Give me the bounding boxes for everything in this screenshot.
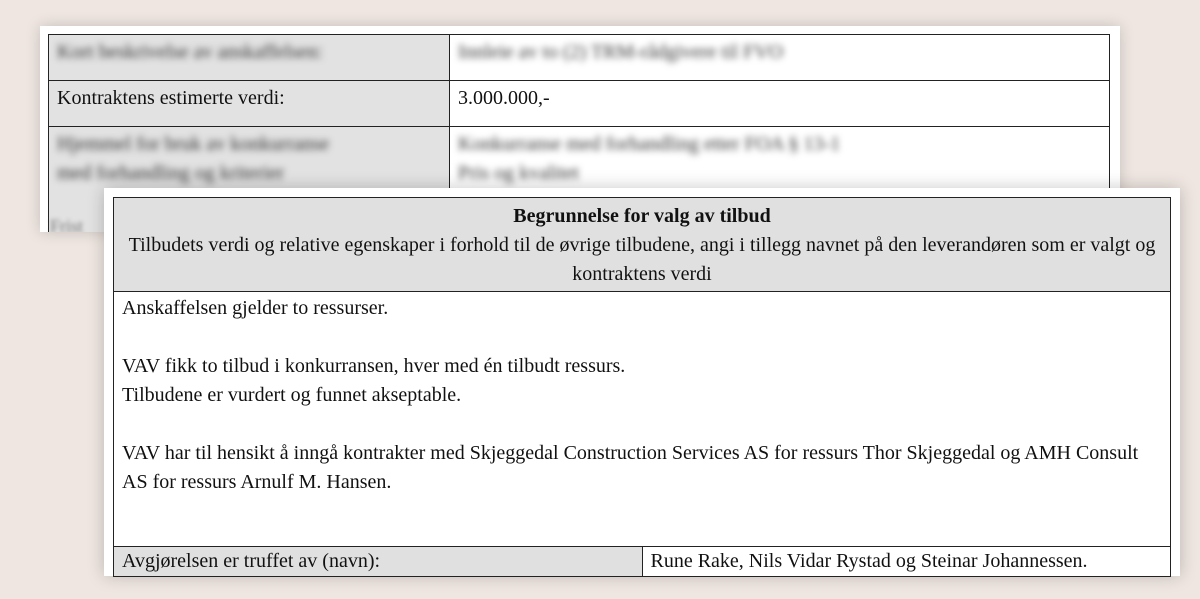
justification-title: Begrunnelse for valg av tilbud	[513, 205, 771, 227]
body-paragraph-3: VAV har til hensikt å inngå kontrakter med Skjeggedal Construction Services AS for ressurs Thor Skjeggedal og AMH Consult AS for ressurs Arnulf M. Hansen.	[122, 442, 1139, 493]
justification-subtitle: Tilbudets verdi og relative egenskaper i forhold til de øvrige tilbudene, angi i tillegg navnet på den leverandøren som er valgt og kontraktens verdi	[128, 234, 1156, 285]
estimated-value-amount: 3.000.000,-	[450, 81, 1110, 127]
justification-table	[113, 197, 1171, 577]
decision-value: Rune Rake, Nils Vidar Rystad og Steinar Johannessen.	[642, 547, 1171, 577]
back-row-procedure-label: Hjemmel for bruk av konkurranse med forhandling og kriterier	[49, 127, 450, 233]
estimated-value-label: Kontraktens estimerte verdi:	[49, 81, 450, 127]
body-paragraph-1: Anskaffelsen gjelder to ressurser.	[122, 297, 389, 319]
body-paragraph-2-line-1: VAV fikk to tilbud i konkurransen, hver med én tilbudt ressurs.	[122, 355, 626, 377]
decision-row	[114, 547, 1171, 577]
body-paragraph-2-line-2: Tilbudene er vurdert og funnet akseptable.	[122, 384, 462, 406]
front-document	[104, 188, 1180, 576]
paragraph-spacer	[122, 410, 1162, 439]
back-row-procedure-value: Konkurranse med forhandling etter FOA § 13-1 Pris og kvalitet	[450, 127, 1110, 233]
justification-body-row	[114, 292, 1171, 547]
back-row-description	[49, 35, 1110, 81]
justification-header	[114, 198, 1171, 292]
back-row-description-value: Innleie av to (2) TRM-rådgivere til FVO	[450, 35, 1110, 81]
back-footer-fragment: Frist	[50, 216, 84, 232]
back-row-description-label: Kort beskrivelse av anskaffelsen:	[49, 35, 450, 81]
back-row-estimated-value	[49, 81, 1110, 127]
paragraph-spacer	[122, 323, 1162, 352]
decision-label: Avgjørelsen er truffet av (navn):	[114, 547, 643, 577]
justification-header-row	[114, 198, 1171, 292]
justification-body	[114, 292, 1171, 547]
